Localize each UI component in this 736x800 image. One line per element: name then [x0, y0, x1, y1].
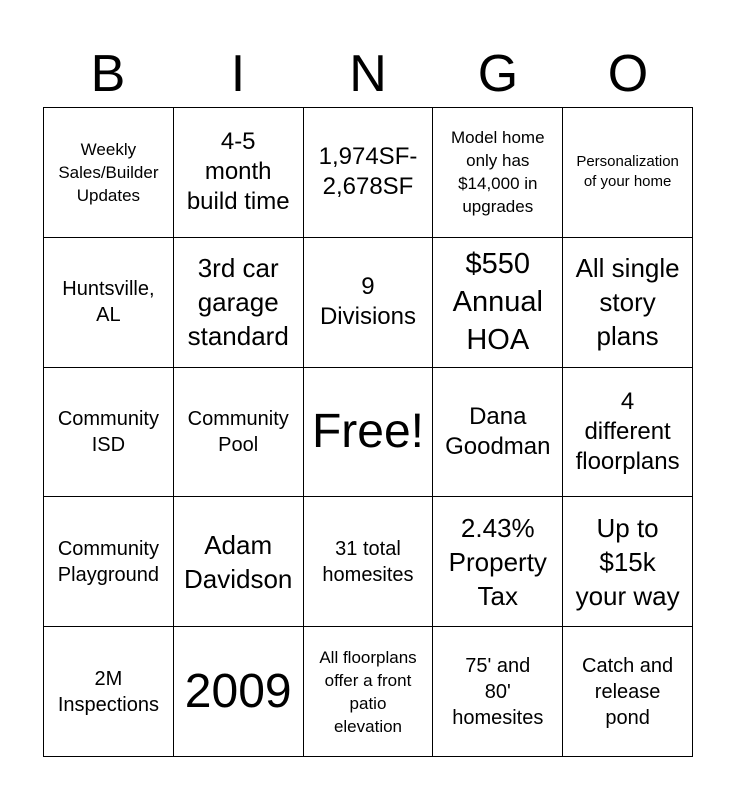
bingo-cell[interactable]: [44, 368, 174, 498]
bingo-cell[interactable]: [304, 497, 434, 627]
bingo-cell[interactable]: [304, 108, 434, 238]
bingo-card: [43, 107, 693, 757]
cell-text: 75' and 80' homesites: [452, 654, 544, 729]
cell-text: 3rd car garage standard: [187, 253, 289, 352]
bingo-cell[interactable]: [174, 497, 304, 627]
cell-text: Community Pool: [187, 407, 289, 456]
bingo-cell[interactable]: [563, 627, 693, 757]
bingo-cell[interactable]: [174, 108, 304, 238]
bingo-cell[interactable]: [433, 108, 563, 238]
cell-text: 4-5 month build time: [186, 128, 290, 216]
cell-text: Weekly Sales/Builder Updates: [58, 139, 159, 205]
cell-text: 9 Divisions: [319, 273, 416, 331]
bingo-cell[interactable]: [304, 238, 434, 368]
bingo-cell[interactable]: [44, 627, 174, 757]
cell-text: 2.43% Property Tax: [448, 512, 547, 611]
bingo-cell[interactable]: [563, 108, 693, 238]
bingo-cell[interactable]: [174, 368, 304, 498]
bingo-cell[interactable]: [563, 238, 693, 368]
cell-text: 31 total homesites: [322, 537, 414, 586]
cell-text: Huntsville, AL: [62, 278, 155, 327]
cell-text: 2009: [184, 664, 292, 718]
header-letter-n: N: [349, 45, 387, 103]
cell-text: Personalization of your home: [576, 153, 679, 191]
cell-text: Community ISD: [57, 407, 159, 456]
cell-text: All single story plans: [575, 253, 680, 352]
header-letter-o: O: [607, 45, 649, 103]
cell-text: Community Playground: [57, 537, 159, 586]
cell-text: Adam Davidson: [183, 529, 293, 594]
bingo-cell[interactable]: [304, 627, 434, 757]
cell-text: 2M Inspections: [57, 667, 159, 716]
header-letter-g: G: [477, 45, 519, 103]
bingo-cell[interactable]: [433, 627, 563, 757]
bingo-cell[interactable]: [174, 238, 304, 368]
bingo-header: [43, 40, 693, 108]
bingo-cell[interactable]: [44, 497, 174, 627]
bingo-cell[interactable]: [44, 238, 174, 368]
cell-text: All floorplans offer a front patio elevation: [319, 647, 417, 736]
cell-text: 4 different floorplans: [575, 387, 680, 475]
bingo-cell[interactable]: [44, 108, 174, 238]
bingo-cell[interactable]: [433, 497, 563, 627]
cell-text: Catch and release pond: [582, 654, 674, 729]
header-letter-i: I: [230, 45, 246, 103]
free-space[interactable]: [304, 368, 434, 498]
bingo-cell[interactable]: [433, 368, 563, 498]
bingo-cell[interactable]: [433, 238, 563, 368]
cell-text: Dana Goodman: [445, 402, 551, 460]
free-space-text: Free!: [311, 404, 424, 458]
bingo-cell[interactable]: [563, 497, 693, 627]
cell-text: $550 Annual HOA: [452, 248, 543, 357]
header-letter-b: B: [90, 45, 126, 103]
cell-text: Up to $15k your way: [575, 512, 680, 611]
bingo-cell[interactable]: [174, 627, 304, 757]
bingo-cell[interactable]: [563, 368, 693, 498]
cell-text: Model home only has $14,000 in upgrades: [451, 128, 545, 217]
cell-text: 1,974SF- 2,678SF: [318, 143, 418, 201]
